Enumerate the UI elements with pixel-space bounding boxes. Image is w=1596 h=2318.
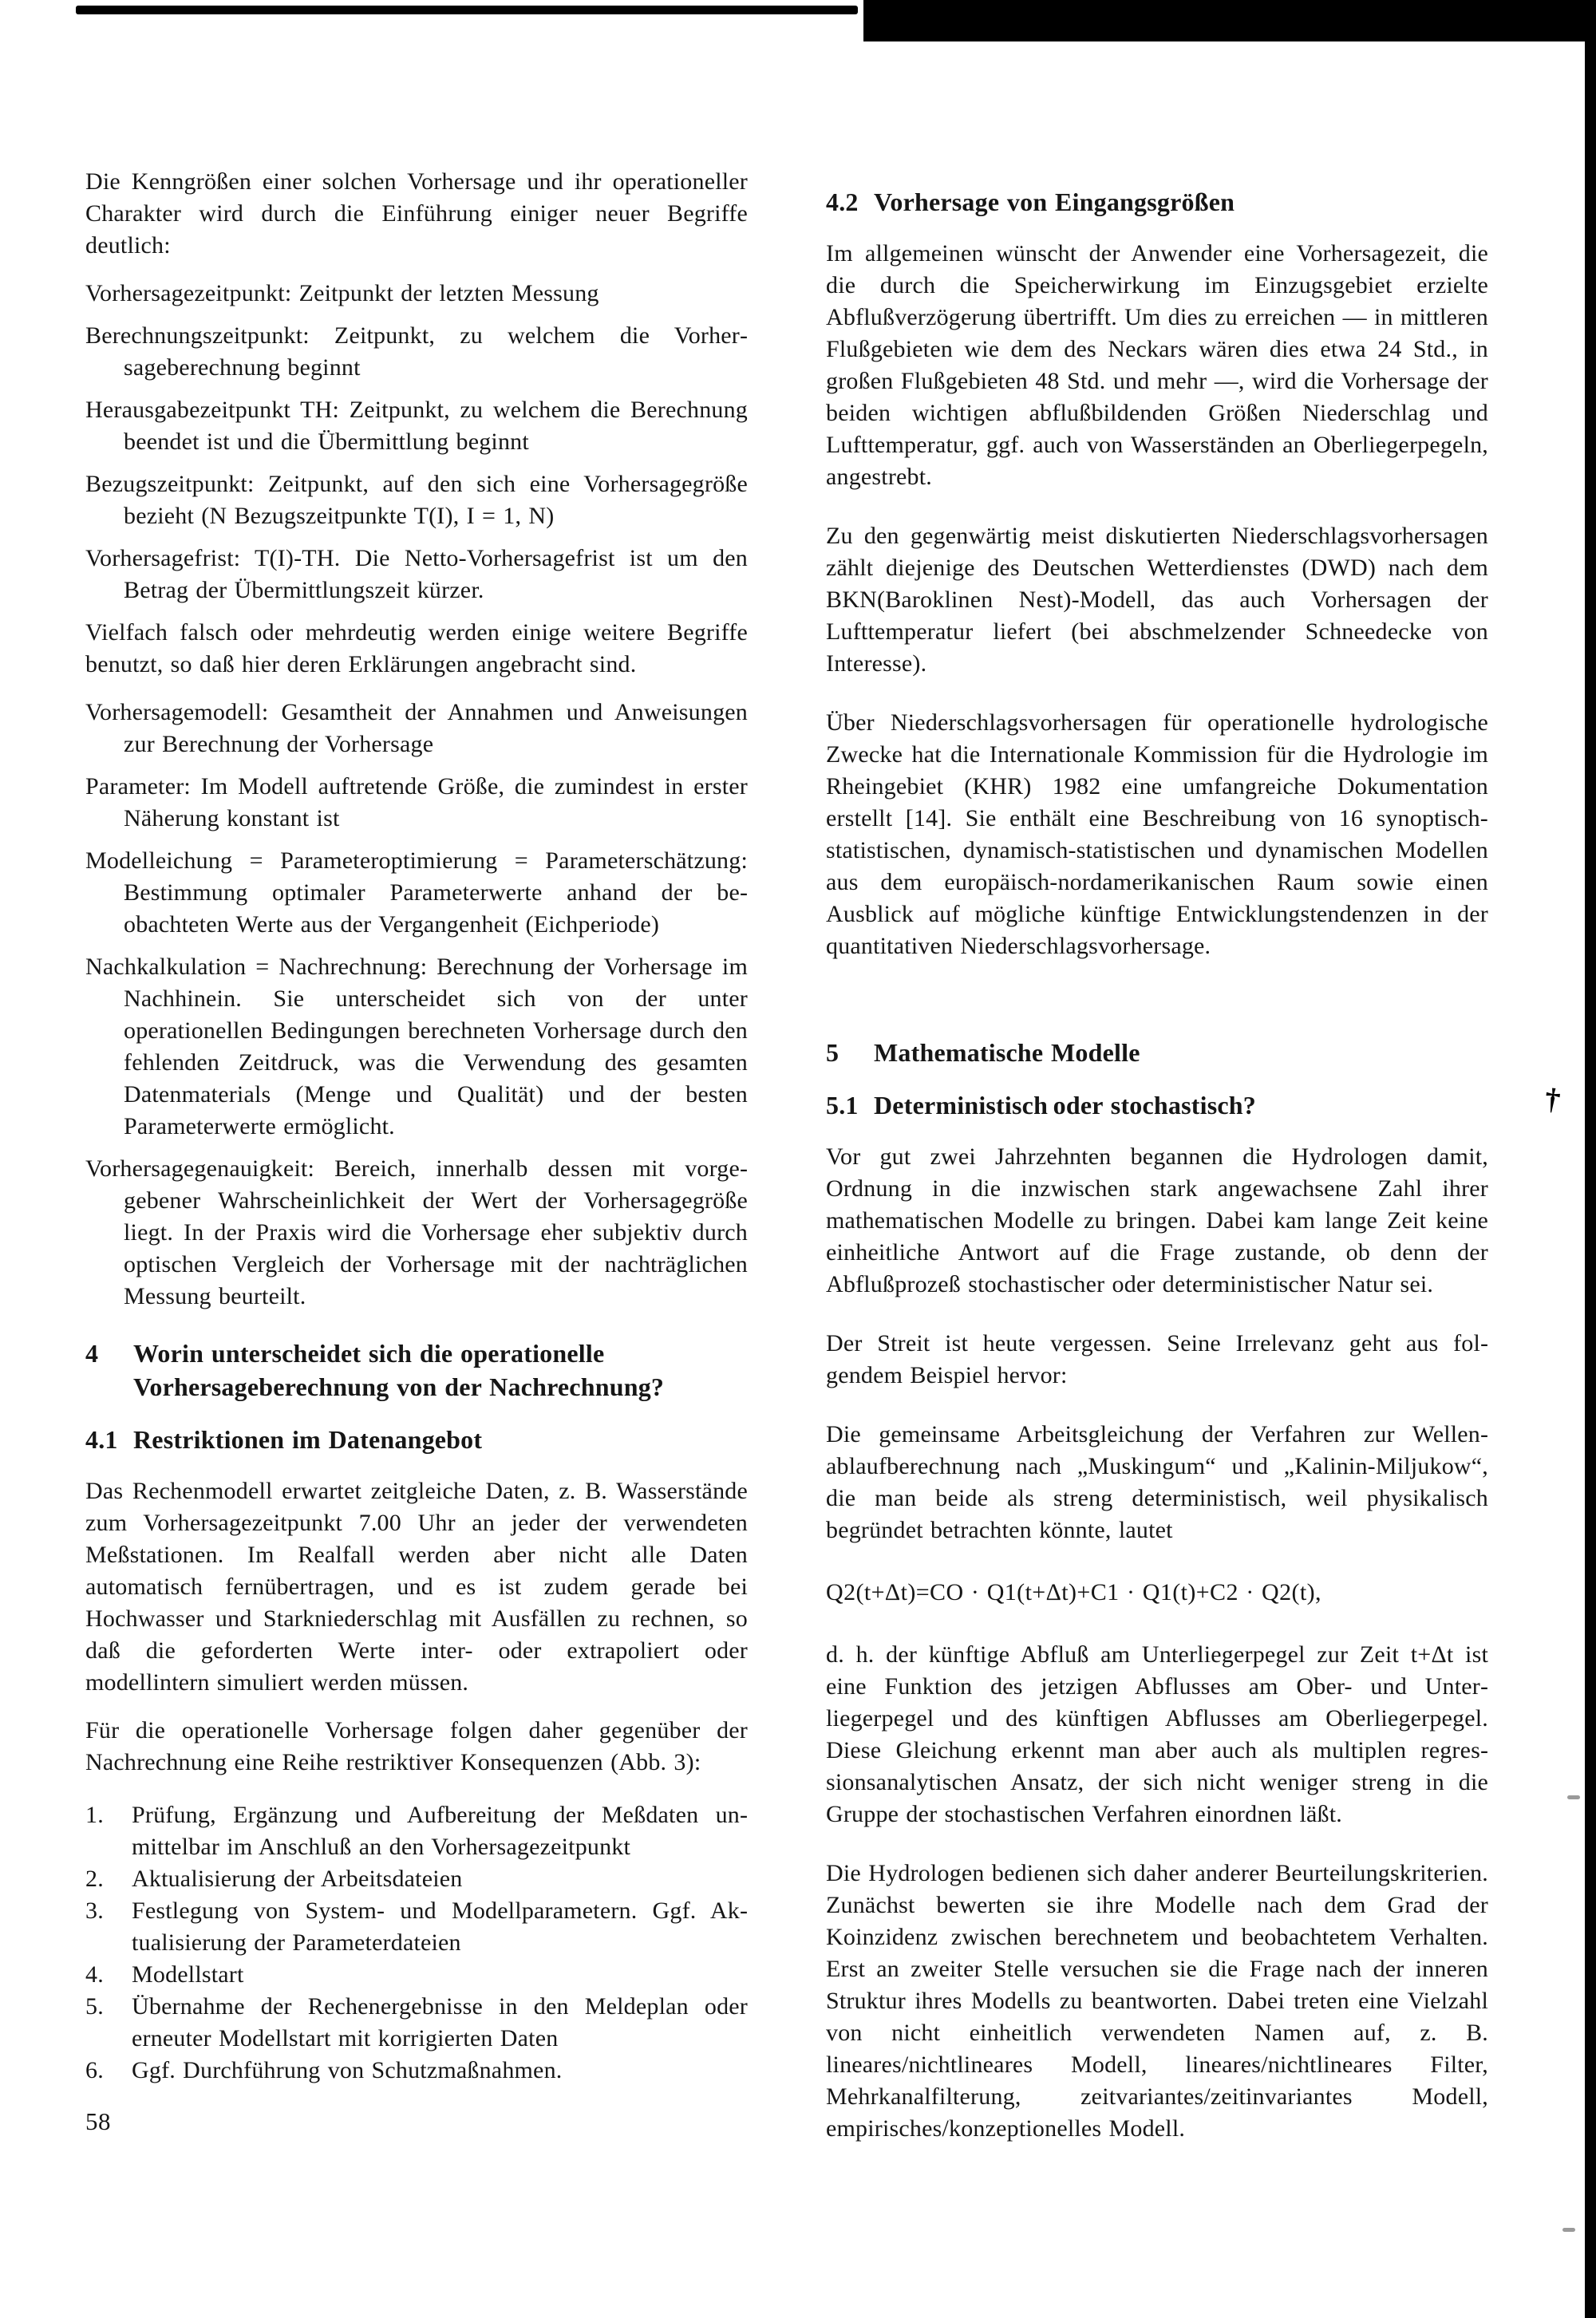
scan-edge-right-bar: [1585, 0, 1596, 2318]
definition-entry: Vorhersagegenauigkeit: Bereich, innerhalb dessen mit vorgegebener Wahrscheinlichkeit der Wert der Vorhersagegröße liegt. In der Praxis wird die Vorhersage eher subjektiv durch optischen Vergleich der Vorhersage mit der nachträglichen Messung beurteilt.: [85, 1155, 748, 1309]
heading-number: 4.1: [85, 1425, 118, 1454]
definition-entry: Nachkalkulation = Nachrechnung: Berechnung der Vorhersage im Nachhinein. Sie unterscheidet sich von der unter operationellen Bedingungen berechneten Vorhersage durch den fehlenden Zeitdruck, was die Verwendung des gesamten Datenmaterials (Menge und Qualität) und der besten Parameterwerte ermöglicht.: [85, 954, 748, 1139]
scan-smudge: [1562, 2228, 1575, 2232]
page-number: 58: [85, 2107, 111, 2135]
heading-title: Vorhersage von Eingangsgrößen: [874, 188, 1235, 216]
section-heading-4.1: [85, 1423, 748, 1456]
definition-entry: Vorhersagemodell: Gesamtheit der Annahmen und Anweisungen zur Berechnung der Vorhersage: [85, 699, 748, 757]
heading-number: 4.2: [826, 188, 859, 216]
heading-title: Worin unterscheidet sich die operationelle Vorhersageberechnung von der Nachrechnung?: [133, 1339, 665, 1401]
heading-title: Restriktionen im Datenangebot: [133, 1425, 483, 1454]
list-item-number: 2.: [85, 1866, 104, 1892]
section-heading-4.2: [826, 185, 1488, 219]
equation-muskingum: Q2(t+Δt)=CO · Q1(t+Δt)+C1 · Q1(t)+C2 · Q2(t),: [826, 1579, 1321, 1605]
definition-entry: Bezugszeitpunkt: Zeitpunkt, auf den sich eine Vorhersagegröße bezieht (N Bezugszeitpunkte T(I), I = 1, N): [85, 471, 748, 529]
list-item: 1. Prüfung, Ergänzung und Aufbereitung der Meßdaten unmittelbar im Anschluß an den Vorhersagezeitpunkt: [85, 1799, 748, 1863]
paragraph: Im allgemeinen wünscht der Anwender eine Vorhersagezeit, die die durch die Speicherwirkung im Einzugsgebiet erzielte Abflußverzögerung übertrifft. Um dies zu erreichen — in mittleren Flußgebieten wie dem des Neckars wären dies etwa 24 Std., in großen Flußgebieten 48 Std. und mehr —, wird die Vorhersage der beiden wichtigen abflußbildenden Größen Niederschlag und Lufttemperatur, ggf. auch von Wasserständen an Oberliegerpegeln, angestrebt.: [826, 240, 1489, 490]
section-heading-4: [85, 1337, 748, 1404]
list-item: 5. Übernahme der Rechenergebnisse in den Meldeplan oder erneuter Modellstart mit korrigierten Daten: [85, 1991, 748, 2055]
paragraph: Die gemeinsame Arbeitsgleichung der Verfahren zur Wellenablaufberechnung nach „Muskingum“ und „Kalinin-Miljukow“, die man beide als streng deterministisch, weil physikalisch begründet betrachten könnte, lautet: [826, 1421, 1488, 1543]
heading-number: 4: [85, 1339, 99, 1368]
definition-entry: Modelleichung = Parameteroptimierung = Parameterschätzung: Bestimmung optimaler Parameterwerte anhand der beobachteten Werte aus der Vergangenheit (Eichperiode): [85, 847, 748, 938]
paragraph: d. h. der künftige Abfluß am Unterliegerpegel zur Zeit t+Δt ist eine Funktion des jetzigen Abflusses am Ober- und Unterliegerpegel und des künftigen Abflusses am Oberliegerpegel. Diese Gleichung erkennt man aber auch als multiplen regressionsanalytischen Ansatz, der sich nicht weniger streng in die Gruppe der stochastischen Verfahren einordnen läßt.: [826, 1641, 1488, 1827]
right-text-column: [826, 185, 1488, 2172]
scan-smudge: [1567, 1795, 1580, 1799]
list-item-number: 4.: [85, 1961, 104, 1988]
paragraph: Vielfach falsch oder mehrdeutig werden einige weitere Begriffe benutzt, so daß hier deren Erklärungen angebracht sind.: [85, 619, 748, 677]
paragraph: Zu den gegenwärtig meist diskutierten Niederschlagsvorhersagen zählt diejenige des Deutschen Wetterdienstes (DWD) nach dem BKN(Baroklinen Nest)-Modell, das auch Vorhersagen der Lufttemperatur liefert (bei abschmelzender Schneedecke von Interesse).: [826, 523, 1488, 677]
paragraph: Das Rechenmodell erwartet zeitgleiche Daten, z. B. Wasserstände zum Vorhersagezeitpunkt 7.00 Uhr an jeder der verwendeten Meßstationen. Im Realfall werden aber nicht alle Daten automatisch fernübertragen, und es ist zudem gerade bei Hochwasser und Starkniederschlag mit Ausfällen zu rechnen, so daß die geforderten Werte inter- oder extrapoliert oder modellintern simuliert werden müssen.: [85, 1478, 748, 1696]
paragraph: Vor gut zwei Jahrzehnten begannen die Hydrologen damit, Ordnung in die inzwischen stark angewachsene Zahl ihrer mathematischen Modelle zu bringen. Dabei kam lange Zeit keine einheitliche Antwort auf die Frage zustande, ob denn der Abflußprozeß stochastischer oder deterministischer Natur sei.: [826, 1143, 1488, 1297]
heading-title: Mathematische Modelle: [874, 1038, 1140, 1067]
definition-entry: Vorhersagezeitpunkt: Zeitpunkt der letzten Messung: [85, 280, 599, 306]
ink-margin-mark: †: [1543, 1081, 1562, 1118]
list-item: 6. Ggf. Durchführung von Schutzmaßnahmen.: [85, 2055, 748, 2087]
scan-edge-top-right-bar: [863, 0, 1596, 41]
section-heading-5: [826, 1036, 1488, 1069]
definition-entry: Vorhersagefrist: T(I)-TH. Die Netto-Vorhersagefrist ist um den Betrag der Übermittlungszeit kürzer.: [85, 545, 748, 603]
heading-number: 5: [826, 1038, 839, 1067]
paragraph: Die Kenngrößen einer solchen Vorhersage und ihr operationeller Charakter wird durch die Einführung einiger neuer Begriffe deutlich:: [85, 168, 748, 259]
definition-entry: Parameter: Im Modell auftretende Größe, die zumindest in erster Näherung konstant ist: [85, 773, 748, 831]
paragraph: Die Hydrologen bedienen sich daher anderer Beurteilungskriterien. Zunächst bewerten sie ihre Modelle nach dem Grad der Koinzidenz zwischen berechnetem und beobachtetem Verhalten. Erst an zweiter Stelle versuchen sie die Frage nach der inneren Struktur ihres Modells zu beantworten. Dabei treten eine Vielzahl von nicht einheitlich verwendeten Namen auf, z. B. lineares/nichtlineares Modell, lineares/nichtlineares Filter, Mehrkanalfilterung, zeitvariantes/zeitinvariantes Modell, empirisches/konzeptionelles Modell.: [826, 1860, 1488, 2142]
paragraph: Der Streit ist heute vergessen. Seine Irrelevanz geht aus folgendem Beispiel hervor:: [826, 1330, 1488, 1388]
heading-number: 5.1: [826, 1091, 859, 1120]
heading-title: Deterministisch oder stochastisch?: [874, 1091, 1256, 1120]
list-item: 3. Festlegung von System- und Modellparametern. Ggf. Aktualisierung der Parameterdateien: [85, 1895, 748, 1959]
numbered-list: [85, 1799, 748, 2087]
paragraph: Über Niederschlagsvorhersagen für operationelle hydrologische Zwecke hat die Internationale Kommission für die Hydrologie im Rheingebiet (KHR) 1982 eine umfangreiche Dokumentation erstellt [14]. Sie enthält eine Beschreibung von 16 synoptisch-statistischen, dynamisch-statistischen und dynamischen Modellen aus dem europäisch-nordamerikanischen Raum sowie einen Ausblick auf mögliche künftige Entwicklungstendenzen in der quantitativen Niederschlagsvorhersage.: [826, 709, 1488, 959]
left-text-column: [85, 166, 748, 2138]
list-item: 4. Modellstart: [85, 1959, 748, 1991]
list-item: 2. Aktualisierung der Arbeitsdateien: [85, 1863, 748, 1895]
list-item-number: 5.: [85, 1993, 104, 2020]
definition-entry: Berechnungszeitpunkt: Zeitpunkt, zu welchem die Vorhersageberechnung beginnt: [85, 322, 748, 381]
list-item-number: 1.: [85, 1802, 104, 1828]
paragraph: Für die operationelle Vorhersage folgen daher gegenüber der Nachrechnung eine Reihe restriktiver Konsequenzen (Abb. 3):: [85, 1717, 748, 1775]
section-heading-5.1: [826, 1088, 1488, 1122]
definition-entry: Herausgabezeitpunkt TH: Zeitpunkt, zu welchem die Berechnung beendet ist und die Übermittlung beginnt: [85, 397, 748, 455]
scan-edge-top-left-bar: [76, 6, 858, 14]
list-item-number: 3.: [85, 1897, 104, 1924]
list-item-number: 6.: [85, 2057, 104, 2083]
